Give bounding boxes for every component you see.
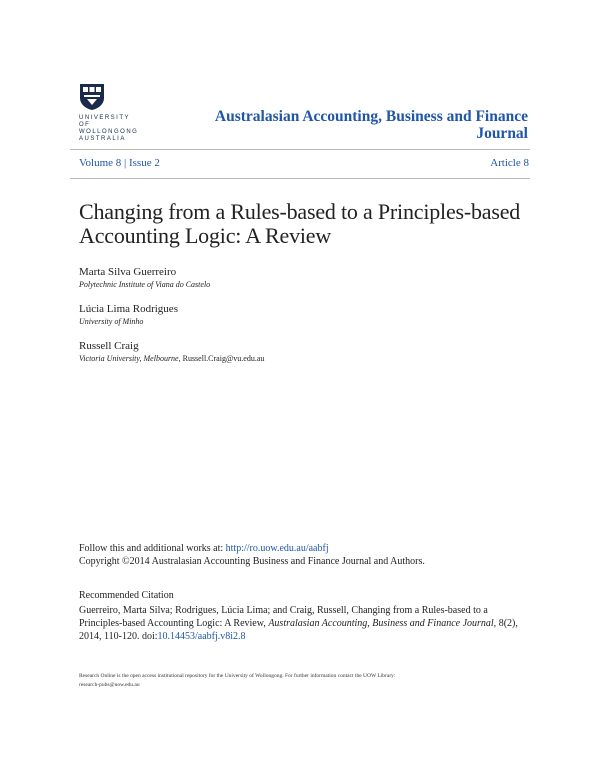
footer-text: Research Online is the open access institutional repository for the University of Wollongong. For further information contact the UOW Library: <box>79 673 396 679</box>
logo-text <box>79 115 149 143</box>
article-number-link[interactable]: Article 8 <box>490 157 529 169</box>
author-email[interactable]: Russell.Craig@vu.edu.au <box>182 354 265 363</box>
author-affiliation-line: Victoria University, Melbourne, Russell.Craig@vu.edu.au <box>79 354 265 363</box>
author-name[interactable]: Marta Silva Guerreiro <box>79 266 177 278</box>
university-logo <box>79 83 149 143</box>
journal-title[interactable]: Australasian Accounting, Business and Finance Journal <box>214 108 528 142</box>
citation-journal: Australasian Accounting, Business and Finance Journal, <box>268 618 497 629</box>
follow-text: Follow this and additional works at: <box>79 543 224 554</box>
logo-line-1: UNIVERSITY <box>79 115 131 121</box>
author-affiliation: University of Minho <box>79 317 144 326</box>
volume-bar <box>79 157 539 169</box>
header-divider-top <box>70 149 530 150</box>
author-affiliation: Victoria University, Melbourne <box>79 354 179 363</box>
citation-text <box>79 604 529 643</box>
author-affiliation: Polytechnic Institute of Viana do Castelo <box>79 280 211 289</box>
volume-issue-link[interactable]: Volume 8 | Issue 2 <box>79 157 160 169</box>
header-divider-bottom <box>70 178 530 179</box>
doi-link[interactable]: 10.14453/aabfj.v8i2.8 <box>157 631 246 642</box>
recommended-citation-label: Recommended Citation <box>79 590 174 601</box>
collection-link[interactable]: http://ro.uow.edu.au/aabfj <box>225 543 329 554</box>
author-name[interactable]: Lúcia Lima Rodrigues <box>79 303 178 315</box>
crest-icon <box>79 83 105 111</box>
author-block <box>79 266 210 289</box>
repository-footer <box>79 672 529 690</box>
author-block <box>79 303 178 326</box>
copyright-text: Copyright ©2014 Australasian Accounting Business and Finance Journal and Authors. <box>79 556 425 567</box>
author-block <box>79 340 264 363</box>
logo-line-3: AUSTRALIA <box>79 136 126 142</box>
footer-email[interactable]: research-pubs@uow.edu.au <box>79 682 140 688</box>
logo-line-2: OF WOLLONGONG <box>79 122 139 135</box>
article-title: Changing from a Rules-based to a Principles-based Accounting Logic: A Review <box>79 199 521 248</box>
follow-section <box>79 542 539 568</box>
citation-details: 8(2), 2014, 110-120. doi: <box>79 618 518 642</box>
citation-authors: Guerreiro, Marta Silva; Rodrigues, Lúcia Lima; and Craig, Russell, Changing from a Rules-based to a Principles-based Accounting Logic: A Review, <box>79 605 488 629</box>
author-name[interactable]: Russell Craig <box>79 340 139 352</box>
